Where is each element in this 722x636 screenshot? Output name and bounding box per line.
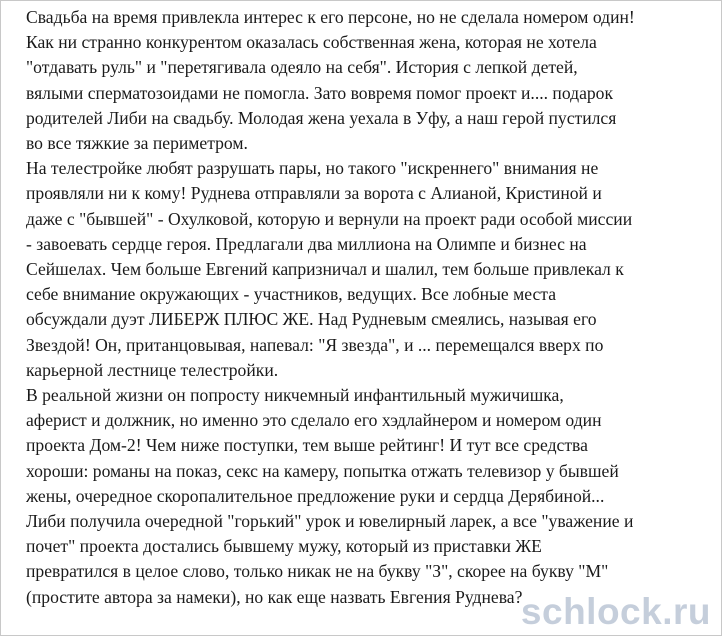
- text-line-9: даже с "бывшей" - Охулковой, которую и вернули на проект ради особой миссии: [26, 208, 633, 229]
- text-line-16: В реальной жизни он попросту никчемный инфантильный мужичишка,: [26, 385, 564, 406]
- text-line-21: Либи получила очередной "горький" урок и ювелирный ларек, а все "уважение и: [26, 511, 634, 532]
- text-line-6: во все тяжкие за периметром.: [26, 133, 248, 154]
- text-line-23: превратился в целое слово, только никак не на букву "З", скорее на букву "М": [26, 561, 609, 582]
- text-line-20: жены, очередное скоропалительное предложение руки и сердца Дерябиной...: [26, 485, 605, 506]
- text-line-5: родителей Либи на свадьбу. Молодая жена уехала в Уфу, а наш герой пустился: [26, 107, 617, 128]
- text-line-4: вялыми сперматозоидами не помогла. Зато вовремя помог проект и.... подарок: [26, 82, 614, 103]
- text-line-10: - завоевать сердце героя. Предлагали два миллиона на Олимпе и бизнес на: [26, 233, 587, 254]
- text-line-19: хороши: романы на показ, секс на камеру, попытка отжать телевизор у бывшей: [26, 460, 619, 481]
- text-line-1: Свадьба на время привлекла интерес к его персоне, но не сделала номером один!: [26, 7, 635, 27]
- text-line-2: Как ни странно конкурентом оказалась собственная жена, которая не хотела: [26, 32, 597, 53]
- text-line-7: На телестройке любят разрушать пары, но такого "искреннего" внимания не: [26, 158, 599, 179]
- text-line-22: почет" проекта достались бывшему мужу, который из приставки ЖЕ: [26, 536, 542, 557]
- text-line-13: обсуждали дуэт ЛИБЕРЖ ПЛЮС ЖЕ. Над Рудневым смеялись, называя его: [26, 309, 597, 330]
- text-line-17: аферист и должник, но именно это сделало его хэдлайнером и номером один: [26, 410, 602, 431]
- text-line-8: проявляли ни к кому! Руднева отправляли за ворота с Алианой, Кристиной и: [26, 183, 602, 204]
- text-line-15: карьерной лестнице телестройки.: [26, 359, 279, 380]
- site-watermark: schlock.ru: [520, 591, 711, 632]
- text-line-11: Сейшелах. Чем больше Евгений капризничал и шалил, тем больше привлекал к: [26, 259, 624, 280]
- text-line-14: Звездой! Он, пританцовывая, напевал: "Я звезда", и ... перемещался вверх по: [26, 334, 604, 355]
- text-line-24: (простите автора за намеки), но как еще назвать Евгения Руднева?: [26, 586, 523, 607]
- text-line-12: себе внимание окружающих - участников, ведущих. Все лобные места: [26, 284, 557, 305]
- text-line-3: "отдавать руль" и "перетягивала одеяло на себя". История с лепкой детей,: [26, 57, 578, 78]
- text-line-18: проекта Дом-2! Чем ниже поступки, тем выше рейтинг! И тут все средства: [26, 435, 588, 456]
- article-text: [26, 5, 716, 610]
